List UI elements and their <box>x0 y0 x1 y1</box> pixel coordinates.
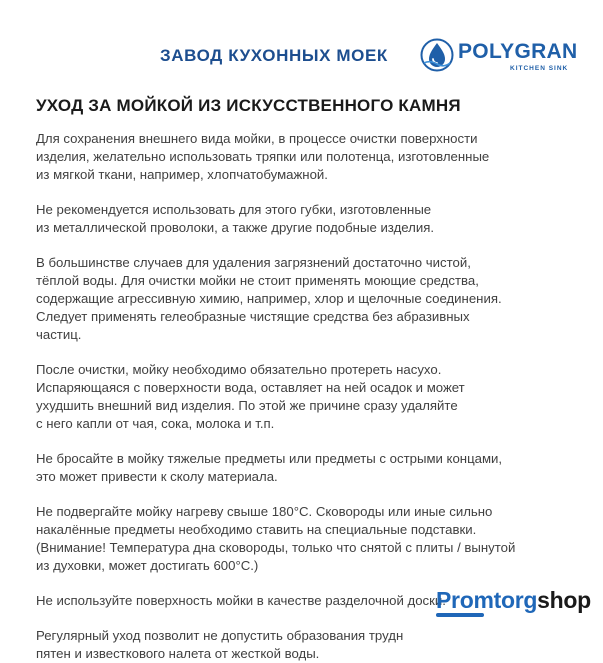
paragraph <box>36 201 576 237</box>
watermark-part2: shop <box>537 587 591 613</box>
polygran-logo <box>420 38 578 78</box>
paragraph <box>36 627 576 663</box>
document-body <box>36 130 576 663</box>
promtorgshop-watermark <box>436 587 591 614</box>
document-title: УХОД ЗА МОЙКОЙ ИЗ ИСКУССТВЕННОГО КАМНЯ <box>36 96 461 115</box>
paragraph-line: пятен и известкового налета от жесткой воды. <box>36 646 320 661</box>
paragraph-line: Регулярный уход позволит не допустить образования трудн <box>36 628 404 643</box>
paragraph-line: с него капли от чая, сока, молока и т.п. <box>36 416 275 431</box>
paragraph-line: Следует применять гелеобразные чистящие средства без абразивных <box>36 309 470 324</box>
paragraph-line: это может привести к сколу материала. <box>36 469 278 484</box>
logo-subtitle: KITCHEN SINK <box>510 65 569 72</box>
paragraph-line: Не используйте поверхность мойки в качестве разделочной доски. <box>36 593 446 608</box>
paragraph-line: ухудшить внешний вид изделия. По этой же причине сразу удаляйте <box>36 398 458 413</box>
paragraph-line: содержащие агрессивную химию, например, хлор и щелочные соединения. <box>36 291 502 306</box>
paragraph-line: накалённые предметы необходимо ставить на специальные подставки. <box>36 522 477 537</box>
paragraph <box>36 254 576 344</box>
paragraph <box>36 130 576 184</box>
paragraph-line: (Внимание! Температура дна сковороды, только что снятой с плиты / вынутой <box>36 540 516 555</box>
paragraph-line: из духовки, может достигать 600°С.) <box>36 558 259 573</box>
paragraph <box>36 503 576 575</box>
paragraph <box>36 361 576 433</box>
watermark-underline <box>436 613 484 617</box>
paragraph-line: После очистки, мойку необходимо обязательно протереть насухо. <box>36 362 442 377</box>
paragraph-line: частиц. <box>36 327 82 342</box>
watermark-part1: Promtorg <box>436 587 538 613</box>
header <box>0 0 603 92</box>
logo-name: POLYGRAN <box>458 40 578 63</box>
paragraph-line: В большинстве случаев для удаления загрязнений достаточно чистой, <box>36 255 471 270</box>
paragraph-line: изделия, желательно использовать тряпки или полотенца, изготовленные <box>36 149 490 164</box>
paragraph-line: Не подвергайте мойку нагреву свыше 180°С. Сковороды или иные сильно <box>36 504 493 519</box>
paragraph <box>36 450 576 486</box>
paragraph-line: Испаряющаяся с поверхности вода, оставляет на ней осадок и может <box>36 380 465 395</box>
water-drop-icon <box>420 38 454 72</box>
paragraph-line: Не рекомендуется использовать для этого губки, изготовленные <box>36 202 432 217</box>
paragraph-line: из металлической проволоки, а также другие подобные изделия. <box>36 220 435 235</box>
paragraph-line: из мягкой ткани, например, хлопчатобумажной. <box>36 167 328 182</box>
paragraph-line: Для сохранения внешнего вида мойки, в процессе очистки поверхности <box>36 131 478 146</box>
factory-title: ЗАВОД КУХОННЫХ МОЕК <box>160 46 388 65</box>
paragraph-line: Не бросайте в мойку тяжелые предметы или предметы с острыми концами, <box>36 451 503 466</box>
paragraph-line: тёплой воды. Для очистки мойки не стоит применять моющие средства, <box>36 273 479 288</box>
